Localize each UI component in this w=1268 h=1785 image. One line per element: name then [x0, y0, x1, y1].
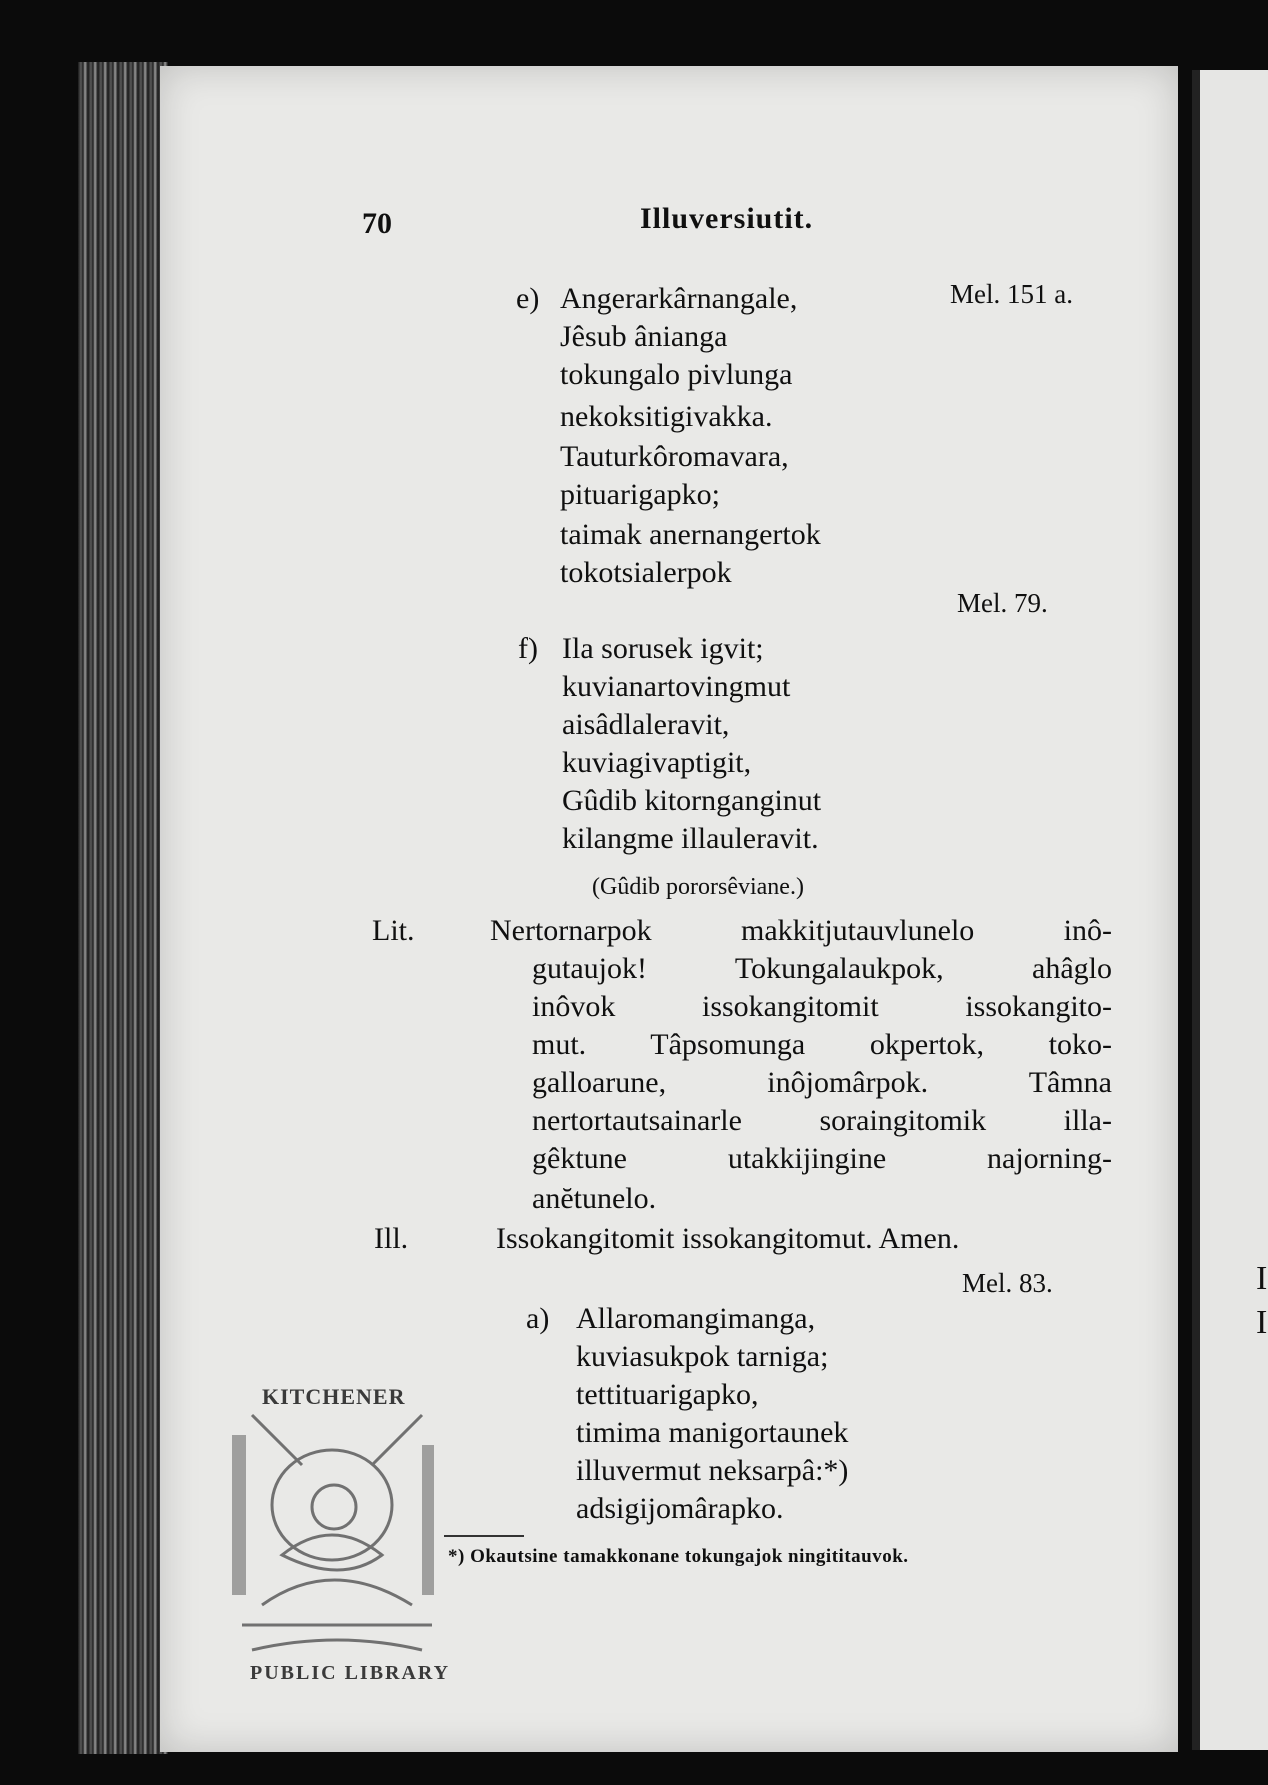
verse-line: aisâdlaleravit,	[562, 708, 730, 741]
verse-line: Jêsub ânianga	[560, 320, 728, 353]
liturgy-line: gutaujok! Tokungalaukpok, ahâglo	[532, 952, 1112, 985]
verse-line: tettituarigapko,	[576, 1378, 759, 1411]
verse-line: Gûdib kitornganginut	[562, 784, 822, 817]
ill-label: Ill.	[374, 1222, 409, 1255]
liturgy-line: anĕtunelo.	[532, 1182, 657, 1215]
verse-line: Tauturkôromavara,	[560, 440, 789, 473]
stamp-bottom-text: PUBLIC LIBRARY	[250, 1662, 451, 1684]
verse-line: Angerarkârnangale,	[560, 282, 798, 315]
verse-line: Ila sorusek igvit;	[562, 632, 764, 665]
facing-page-edge	[1192, 70, 1268, 1750]
verse-line: kuvianartovingmut	[562, 670, 791, 703]
section-marker: e)	[516, 282, 540, 315]
stamp-top-text: KITCHENER	[262, 1384, 406, 1409]
attribution: (Gûdib pororsêviane.)	[592, 874, 804, 900]
verse-line: timima manigortaunek	[576, 1416, 849, 1449]
verse-line: adsigijomârapko.	[576, 1492, 784, 1525]
melody-reference: Mel. 83.	[962, 1268, 1053, 1298]
verse-line: kilangme illauleravit.	[562, 822, 819, 855]
verse-line: nekoksitigivakka.	[560, 400, 773, 433]
liturgy-line: Nertornarpok makkitjutauvlunelo inô-	[490, 914, 1112, 947]
liturgy-line: nertortautsainarle soraingitomik illa-	[532, 1104, 1112, 1137]
library-stamp-icon	[222, 1375, 452, 1705]
section-marker: a)	[526, 1302, 550, 1335]
liturgy-line: mut. Tâpsomunga okpertok, toko-	[532, 1028, 1112, 1061]
footnote-rule	[444, 1535, 524, 1537]
verse-line: taimak anernangertok	[560, 518, 821, 551]
verse-line: tokotsialerpok	[560, 556, 732, 589]
verse-line: pituarigapko;	[560, 478, 720, 511]
verse-line: kuviasukpok tarniga;	[576, 1340, 829, 1373]
melody-reference: Mel. 151 a.	[950, 279, 1073, 309]
page-number: 70	[362, 207, 392, 240]
ill-text: Issokangitomit issokangitomut. Amen.	[496, 1222, 960, 1255]
verse-line: illuvermut neksarpâ:*)	[576, 1454, 849, 1487]
section-marker: f)	[518, 632, 538, 665]
footnote: *) Okautsine tamakkonane tokungajok ningititauvok.	[448, 1546, 909, 1567]
verse-line: tokungalo pivlunga	[560, 358, 793, 391]
book-binding	[78, 62, 168, 1754]
facing-page-letter: I	[1256, 1304, 1268, 1341]
liturgy-line: gêktune utakkijingine najorning-	[532, 1142, 1112, 1175]
liturgy-label: Lit.	[372, 914, 415, 947]
melody-reference: Mel. 79.	[957, 588, 1048, 618]
running-title: Illuversiutit.	[640, 202, 814, 235]
verse-line: Allaromangimanga,	[576, 1302, 816, 1335]
liturgy-line: galloarune, inôjomârpok. Tâmna	[532, 1066, 1112, 1099]
facing-page-letter: I	[1256, 1260, 1268, 1297]
verse-line: kuviagivaptigit,	[562, 746, 752, 779]
liturgy-line: inôvok issokangitomit issokangito-	[532, 990, 1112, 1023]
